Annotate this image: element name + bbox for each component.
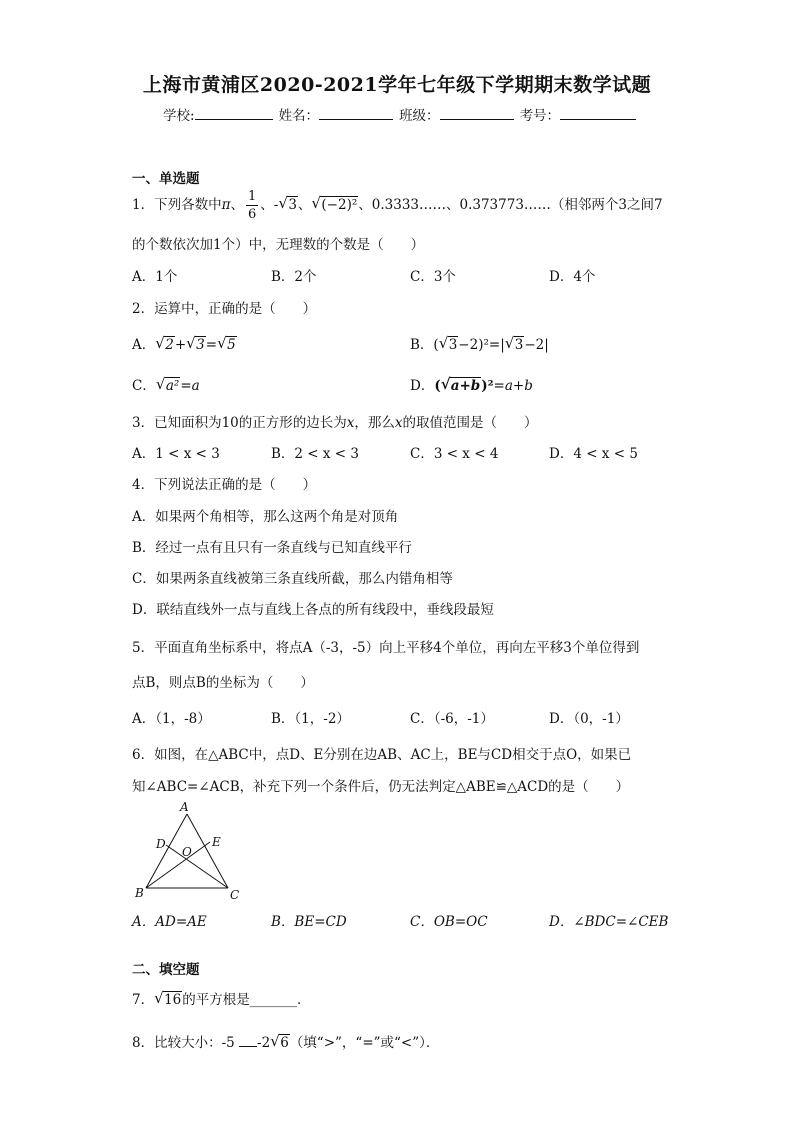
triangle-figure	[132, 798, 252, 904]
section-fill-blank: 二、填空题	[132, 962, 200, 978]
q6-option-d[interactable]: D．∠BDC=∠CEB	[549, 914, 669, 930]
school-label: 学校:	[163, 108, 195, 124]
q5-option-c[interactable]: C．（-6，-1）	[410, 711, 494, 727]
q4-option-d[interactable]: D．联结直线外一点与直线上各点的所有线段中，垂线段最短	[132, 602, 494, 618]
q5-option-d[interactable]: D．（0，-1）	[549, 711, 629, 727]
school-blank	[195, 105, 273, 120]
q3-option-c[interactable]: C．3 < x < 4	[410, 446, 499, 462]
q6-option-b[interactable]: B．BE=CD	[271, 914, 347, 930]
name-blank	[319, 105, 393, 120]
edge-ac	[187, 814, 228, 888]
q5-line2: 点B，则点B的坐标为（ ）	[132, 675, 314, 691]
label-o: O	[182, 845, 192, 859]
edge-ab	[146, 814, 187, 888]
q1-option-d[interactable]: D．4个	[549, 269, 596, 285]
class-blank	[440, 105, 514, 120]
page-title: 上海市黄浦区2020-2021学年七年级下学期期末数学试题	[142, 74, 652, 96]
q1-option-a[interactable]: A．1个	[132, 269, 178, 285]
exam-info-line	[163, 104, 642, 124]
q6-line1: 6．如图，在△ABC中，点D、E分别在边AB、AC上，BE与CD相交于点O，如果已	[132, 747, 632, 763]
label-c: C	[230, 888, 240, 902]
q1-option-b[interactable]: B．2个	[271, 269, 317, 285]
class-label: 班级：	[399, 108, 440, 124]
number-blank	[560, 105, 636, 120]
q2-option-b[interactable]: B．( √ 3−2)²=| √ 3−2|	[410, 334, 549, 353]
q7-line: 7． √ 16的平方根是_______．	[132, 989, 311, 1008]
number-label: 考号：	[519, 108, 561, 124]
label-b: B	[135, 886, 144, 900]
q6-line2: 知∠ABC=∠ACB，补充下列一个条件后，仍无法判定△ABE≌△ACD的是（ ）	[132, 779, 630, 795]
q5-option-b[interactable]: B．（1，-2）	[271, 711, 350, 727]
q1-fraction: $\frac{1}{6}$	[247, 189, 257, 222]
q4-stem: 4．下列说法正确的是（ ）	[132, 477, 317, 493]
q6-option-c[interactable]: C．OB=OC	[410, 914, 488, 930]
q3-option-a[interactable]: A．1 < x < 3	[132, 446, 220, 462]
section-single-choice: 一、单选题	[132, 171, 200, 187]
q6-option-a[interactable]: A．AD=AE	[132, 914, 207, 930]
q5-line1: 5．平面直角坐标系中，将点A（-3，-5）向上平移4个单位，再向左平移3个单位得到	[132, 640, 640, 656]
q2-option-c[interactable]: C． √ a²=a	[132, 375, 200, 394]
q4-option-b[interactable]: B．经过一点有且只有一条直线与已知直线平行	[132, 540, 412, 556]
q4-option-c[interactable]: C．如果两条直线被第三条直线所截，那么内错角相等	[132, 571, 453, 587]
q3-option-b[interactable]: B．2 < x < 3	[271, 446, 360, 462]
q1-line1: 1．下列各数中π、 $\frac{1}{6}$ 、- √ 3、 √ (−2)²、0.3333……、0.373773……（相邻两个3之间7	[132, 189, 663, 222]
q8-line: 8．比较大小：-5 -2 √ 6（填“>”，“=”或“<”）．	[132, 1032, 440, 1051]
q1-option-c[interactable]: C．3个	[410, 269, 456, 285]
q3-stem: 3．已知面积为10的正方形的边长为x，那么x的取值范围是（ ）	[132, 415, 538, 431]
q8-answer-blank[interactable]	[239, 1034, 257, 1047]
label-a: A	[180, 800, 189, 814]
label-e: E	[212, 835, 221, 849]
q2-option-a[interactable]: A． √ 2+ √ 3= √ 5	[132, 334, 236, 353]
q4-option-a[interactable]: A．如果两个角相等，那么这两个角是对顶角	[132, 509, 399, 525]
name-label: 姓名：	[278, 108, 320, 124]
q3-option-d[interactable]: D．4 < x < 5	[549, 446, 638, 462]
label-d: D	[156, 837, 166, 851]
q1-line2: 的个数依次加1个）中，无理数的个数是（ ）	[132, 237, 425, 253]
q2-stem: 2．运算中，正确的是（ ）	[132, 301, 317, 317]
q2-option-d[interactable]: D．( √ a+b)²=a+b	[410, 375, 533, 394]
q5-option-a[interactable]: A．（1，-8）	[132, 711, 211, 727]
